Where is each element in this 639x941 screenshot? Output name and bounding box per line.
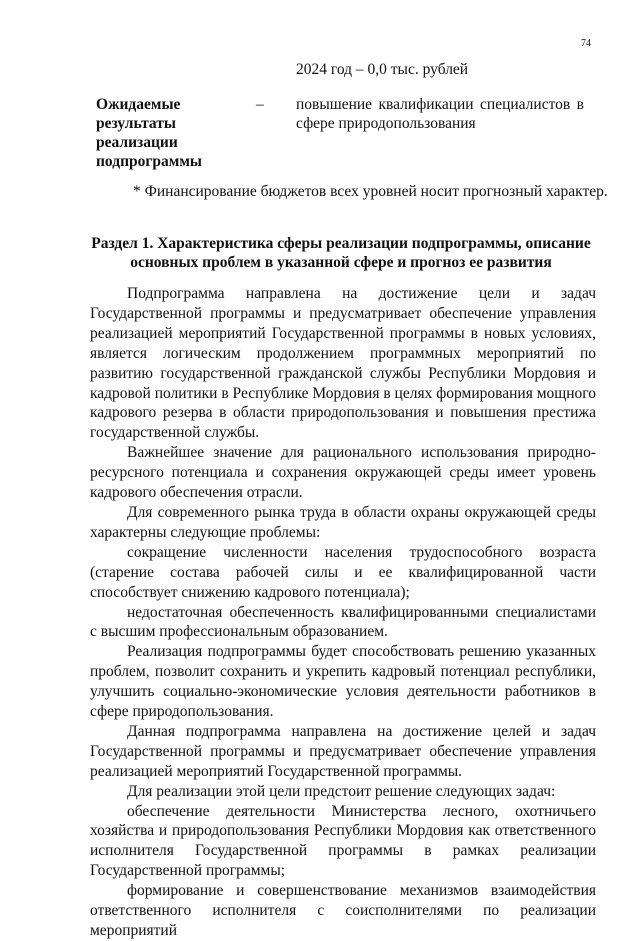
paragraph: недостаточная обеспеченность квалифицированными специалистами с высшим профессиональным образованием. [90,603,596,641]
paragraph: обеспечение деятельности Министерства лесного, охотничьего хозяйства и природопользования Республики Мордовия как ответственного исполнителя Государственной программы в рамках реализации Государственной программы; [90,802,596,880]
section-title: Раздел 1. Характеристика сферы реализации подпрограммы, описание основных проблем в указанной сфере и прогноз ее развития [91,235,591,271]
paragraph: Подпрограмма направлена на достижение цели и задач Государственной программы и предусматривает обеспечение управления реализацией мероприятий Государственной программы в новых условиях, является логическим продолжением программных мероприятий по развитию государственной гражданской службы Республики Мордовия и кадровой политики в Республике Мордовия в целях формирования мощного кадрового резерва в области природопользования и повышения престижа государственной службы. [90,285,596,442]
paragraph: Для современного рынка труда в области охраны окружающей среды характерны следующие проблемы: [90,503,596,541]
page-number: 74 [581,38,591,49]
expected-results-label: Ожидаемые результаты реализации подпрограммы [96,96,203,170]
paragraph: формирование и совершенствование механизмов взаимодействия ответственного исполнителя с соисполнителями по реализации мероприятий [90,882,596,939]
paragraph: Данная подпрограмма направлена на достижение целей и задач Государственной программы и предусматривает обеспечение управления реализацией мероприятий Государственной программы. [90,722,596,780]
funding-footnote: * Финансирование бюджетов всех уровней носит прогнозный характер. [133,183,608,200]
expected-results-text: повышение квалификации специалистов в сфере природопользования [296,96,584,132]
paragraph: Реализация подпрограммы будет способствовать решению указанных проблем, позволит сохранить и укрепить кадровый потенциал республики, улучшить социально-экономические условия деятельности работников в сфере природопользования. [90,643,596,721]
section-body [90,284,596,941]
paragraph: Для реализации этой цели предстоит решение следующих задач: [127,782,556,800]
paragraph: Важнейшее значение для рационального использования природно-ресурсного потенциала и сохранения окружающей среды имеет уровень кадрового обеспечения отрасли. [90,444,596,502]
funding-line: 2024 год – 0,0 тыс. рублей [296,61,469,78]
expected-results-dash: – [256,96,264,113]
paragraph: сокращение численности населения трудоспособного возраста (старение состава рабочей силы и ее квалифицированной части способствует снижению кадрового потенциала); [90,543,596,601]
